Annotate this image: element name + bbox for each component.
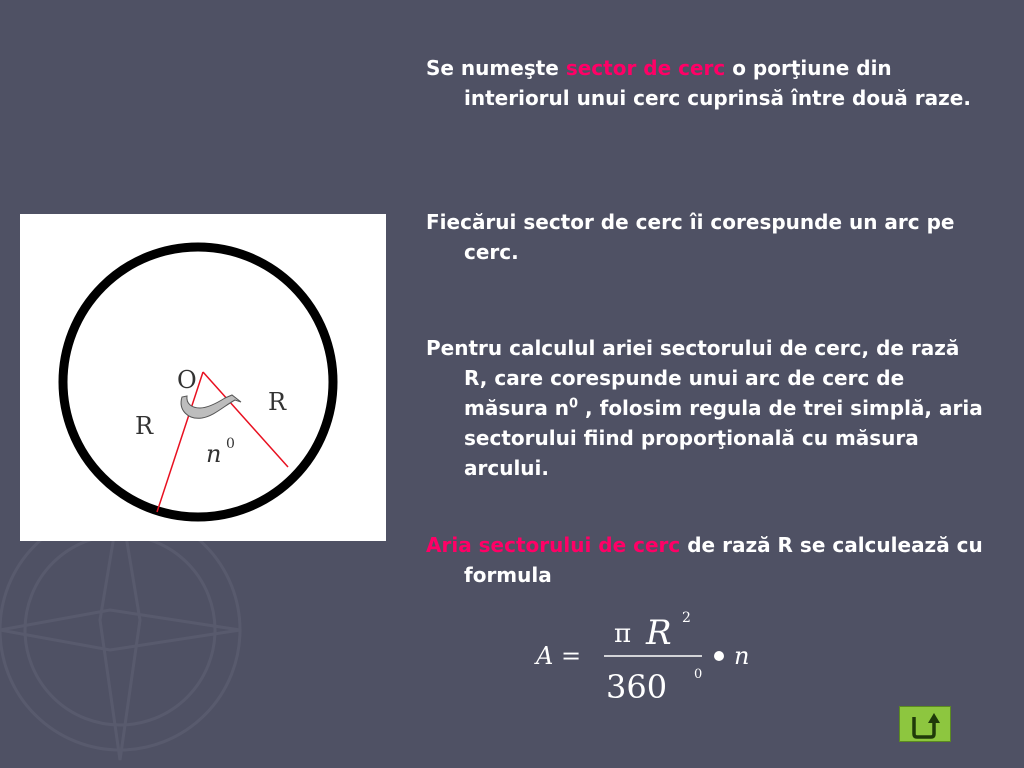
circle-outline (63, 247, 333, 517)
formula-R-exponent: 2 (682, 610, 691, 626)
p3-prefix: Pentru calculul ariei sectorului de cerc, de rază R, care corespunde unui arc de cerc de măsura n (426, 336, 960, 420)
p1-highlight: sector de cerc (565, 56, 726, 80)
formula-denominator: 360 (606, 668, 668, 706)
radius-label-right: R (268, 388, 287, 416)
return-button[interactable] (899, 706, 951, 742)
radius-label-left: R (135, 412, 154, 440)
sector-figure (20, 214, 386, 541)
formula-denominator-exponent: 0 (694, 667, 703, 682)
formula-intro-paragraph (426, 530, 986, 590)
angle-label: n (206, 440, 222, 468)
definition-paragraph (426, 53, 986, 113)
arc-paragraph (426, 207, 986, 267)
p4-suffix: de rază R se calculează cu formula (464, 533, 983, 587)
angle-arc-icon (181, 395, 241, 418)
angle-degree: 0 (226, 436, 235, 452)
p2-text: Fiecărui sector de cerc îi corespunde un arc pe cerc. (426, 210, 955, 264)
p1-prefix: Se numeşte (426, 56, 566, 80)
area-method-paragraph (426, 333, 986, 483)
area-formula (530, 602, 770, 712)
p4-highlight: Aria sectorului de cerc (426, 533, 681, 557)
return-arrow-icon (900, 707, 950, 741)
p3-suffix: , folosim regula de trei simplă, aria sectorului fiind proporţională cu măsura arcului. (464, 396, 983, 480)
formula-pi: π (614, 619, 632, 649)
p1-suffix: o porţiune din interiorul unui cerc cuprinsă între două raze. (464, 56, 971, 110)
formula-lhs: A = (536, 642, 582, 670)
p3-superscript: 0 (569, 396, 579, 412)
circle-diagram (20, 214, 386, 541)
formula-n: n (734, 642, 750, 670)
formula-R: R (646, 613, 672, 653)
multiply-dot (714, 651, 724, 661)
center-label: O (177, 366, 197, 394)
